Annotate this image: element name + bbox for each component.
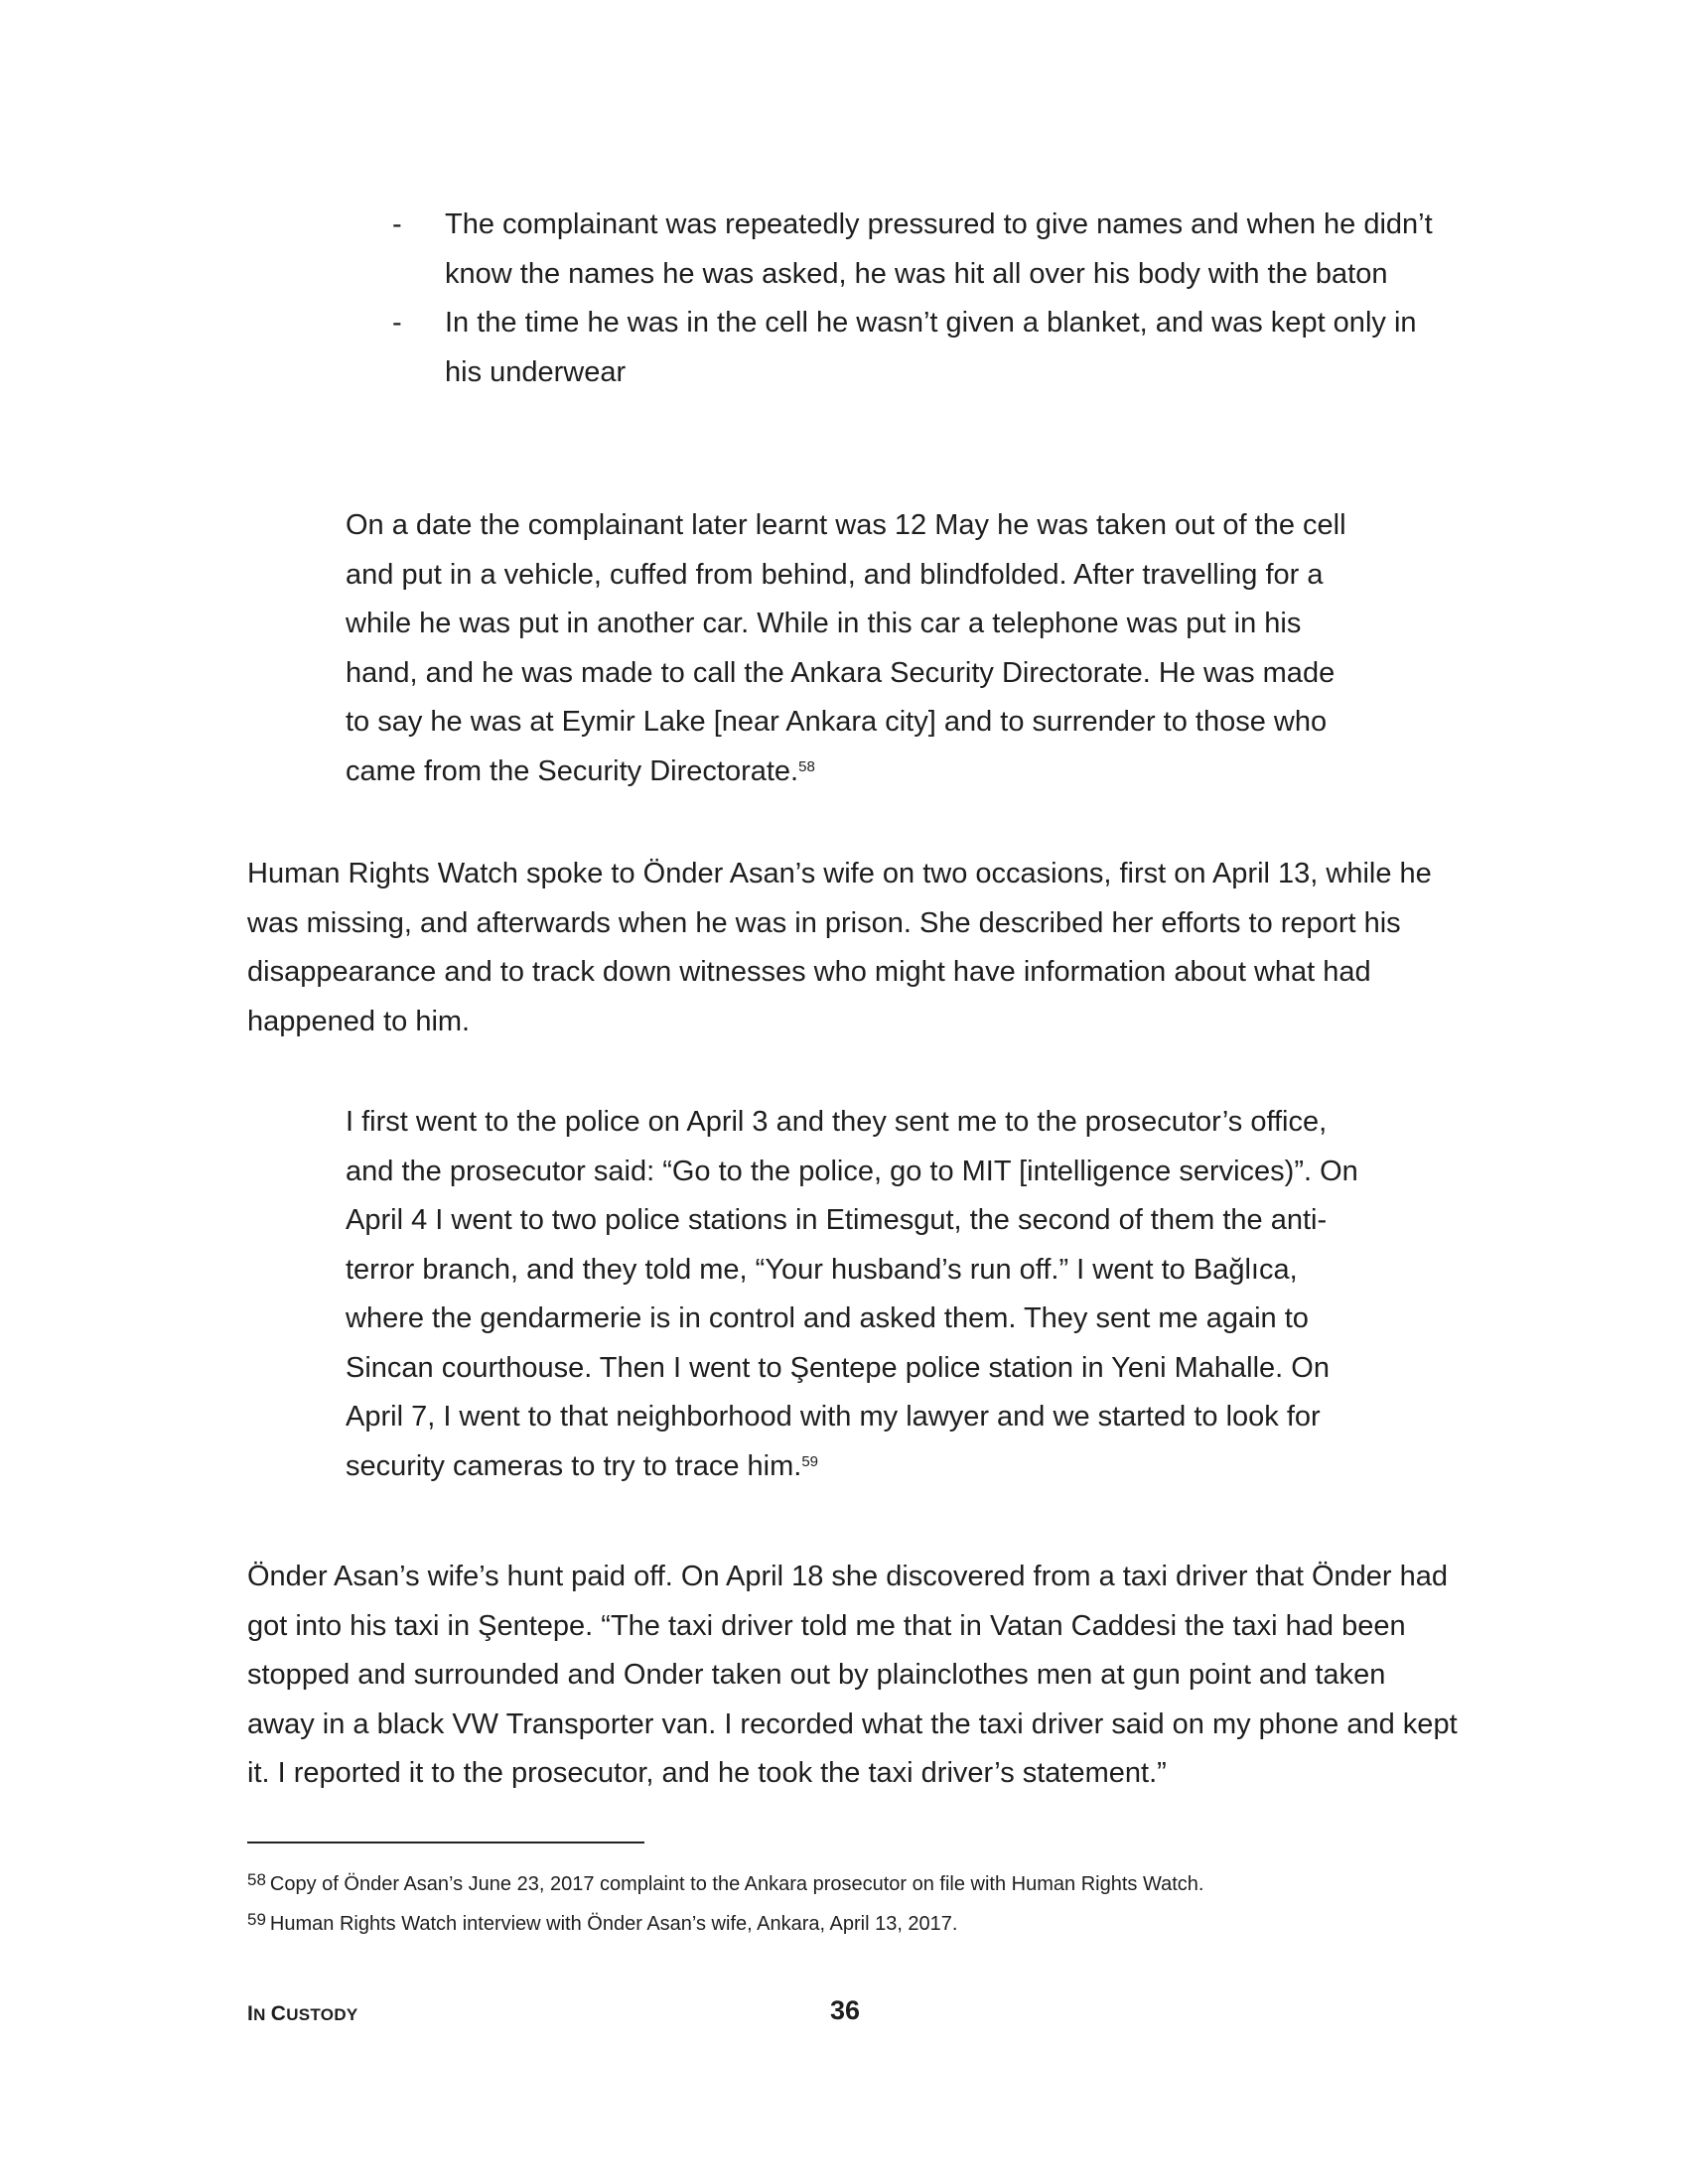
footnote-ref-59[interactable]: 59 (801, 1452, 818, 1470)
footnote-number: 58 (247, 1870, 266, 1889)
footnote-text: Copy of Önder Asan’s June 23, 2017 complaint to the Ankara prosecutor on file with Human Rights Watch. (269, 1873, 1204, 1895)
footnote-58 (247, 1862, 1459, 1902)
footnotes (247, 1862, 1459, 1942)
list-item (392, 299, 1445, 397)
paragraph-text: Human Rights Watch spoke to Önder Asan’s wife on two occasions, first on April 13, while he was missing, and afterwards when he was in prison. She described her efforts to report his disappearance and to track down witnesses who might have information about what had happened to him. (247, 858, 1432, 1037)
quote-text: I first went to the police on April 3 and they sent me to the prosecutor’s office, and the prosecutor said: “Go to the police, go to MIT [intelligence services)”. On April 4 I went to two police stations in Etimesgut, the second of them the anti-terror branch, and they told me, “Your husband’s run off.” I went to Bağlıca, where the gendarmerie is in control and asked them. They sent me again to Sincan courthouse. Then I went to Şentepe police station in Yeni Mahalle. On April 7, I went to that neighborhood with my lawyer and we started to look for security cameras to try to trace him. (346, 1106, 1358, 1482)
footnote-text: Human Rights Watch interview with Önder Asan’s wife, Ankara, April 13, 2017. (269, 1913, 958, 1935)
block-quote-wife-testimony (346, 1098, 1358, 1491)
footnote-ref-58[interactable]: 58 (798, 757, 815, 775)
bullet-marker: - (392, 208, 402, 240)
bullet-text: In the time he was in the cell he wasn’t given a blanket, and was kept only in his underwear (445, 307, 1417, 388)
footnote-divider (247, 1842, 644, 1843)
footer-title-cap: C (270, 2002, 287, 2025)
footer-title-smallcaps: USTODY (286, 2005, 358, 2024)
running-footer-title (247, 2002, 358, 2026)
bullet-list (392, 201, 1445, 397)
paragraph-text: Önder Asan’s wife’s hunt paid off. On April 18 she discovered from a taxi driver that Önder had got into his taxi in Şentepe. “The taxi driver told me that in Vatan Caddesi the taxi had been stopped and surrounded and Onder taken out by plainclothes men at gun point and taken away in a black VW Transporter van. I recorded what the taxi driver said on my phone and kept it. I reported it to the prosecutor, and he took the taxi driver’s statement.” (247, 1561, 1458, 1789)
body-paragraph-wife-interview (247, 850, 1459, 1046)
footer-title-smallcaps: N (253, 2005, 271, 2024)
footnote-number: 59 (247, 1910, 266, 1929)
page-number: 36 (829, 1995, 861, 2025)
footnote-59 (247, 1902, 1459, 1942)
body-paragraph-taxi-driver (247, 1553, 1459, 1799)
block-quote-complaint (346, 501, 1358, 796)
quote-text: On a date the complainant later learnt was 12 May he was taken out of the cell and put in a vehicle, cuffed from behind, and blindfolded. After travelling for a while he was put in another car. While in this car a telephone was put in his hand, and he was made to call the Ankara Security Directorate. He was made to say he was at Eymir Lake [near Ankara city] and to surrender to those who came from the Security Directorate. (346, 509, 1346, 787)
footer-title-cap: I (247, 2002, 254, 2025)
bullet-marker: - (392, 307, 402, 339)
bullet-text: The complainant was repeatedly pressured to give names and when he didn’t know the names he was asked, he was hit all over his body with the baton (445, 208, 1433, 290)
list-item (392, 201, 1445, 299)
